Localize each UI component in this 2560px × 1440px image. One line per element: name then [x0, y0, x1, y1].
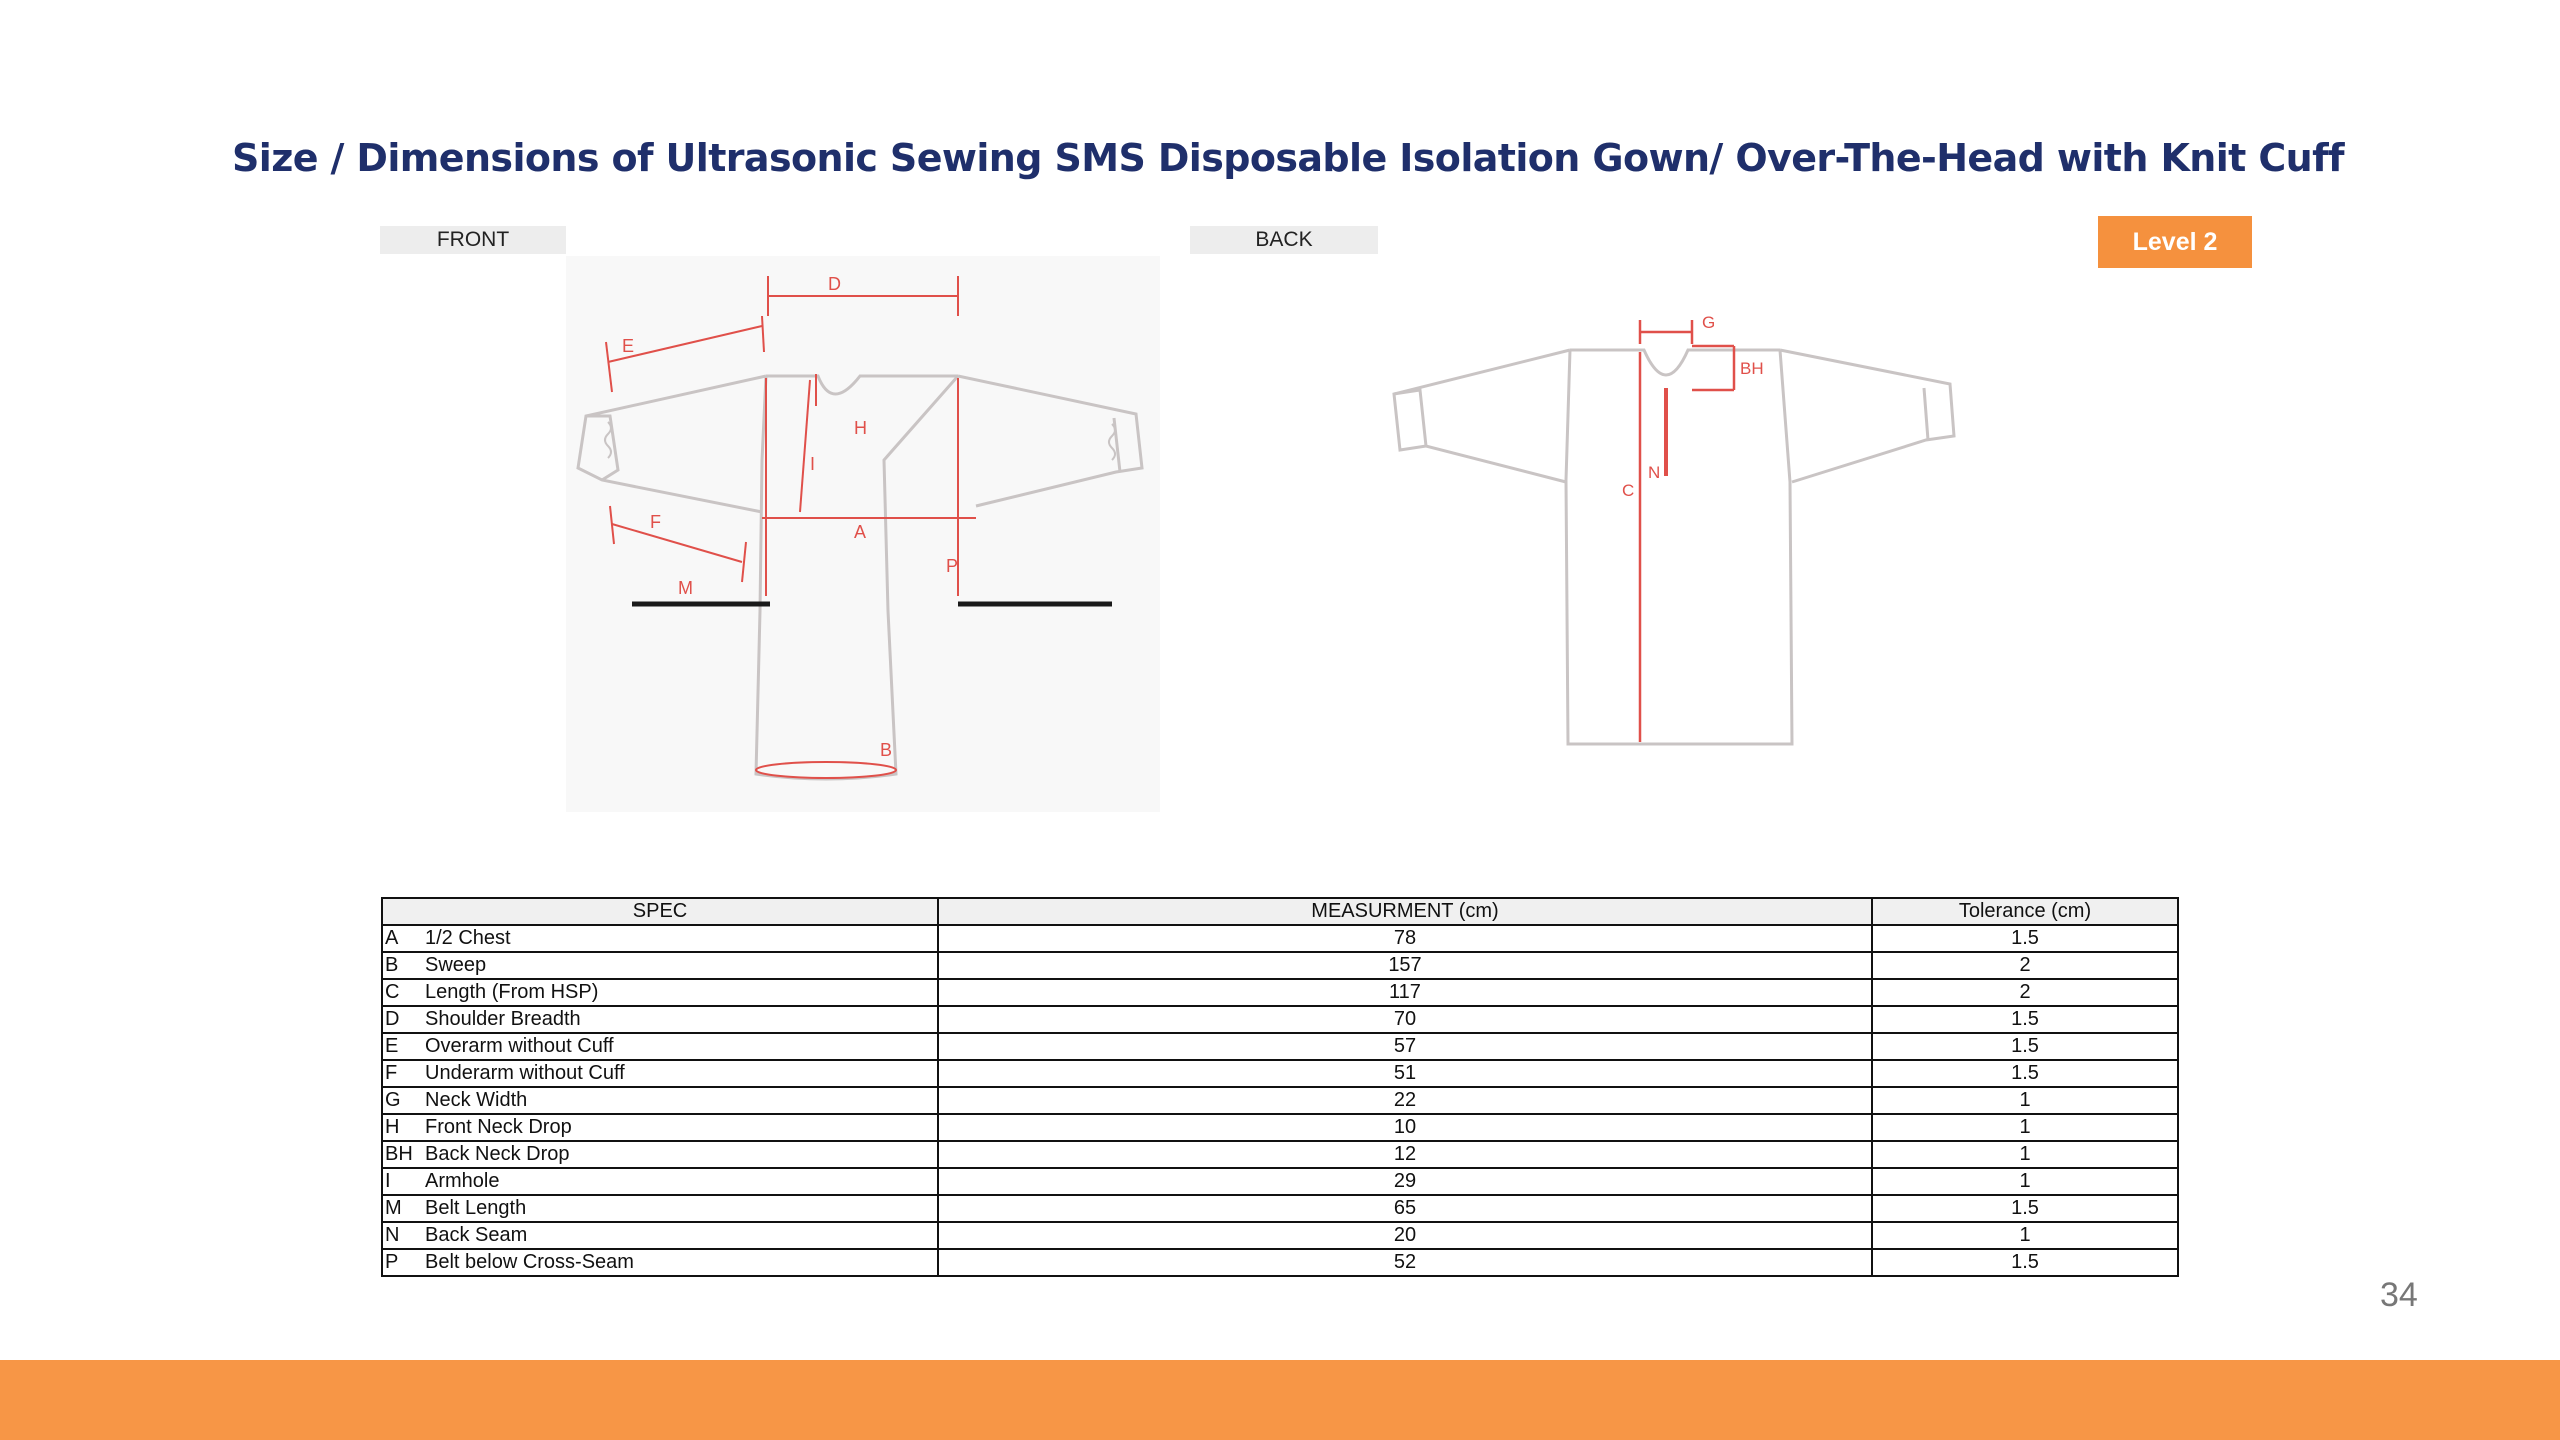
marker-c: C [1622, 481, 1635, 500]
spec-code: I [385, 1170, 391, 1192]
spec-cell [382, 1114, 938, 1141]
table-row [382, 979, 2178, 1006]
back-view-label: BACK [1190, 226, 1378, 254]
spec-code: C [385, 981, 400, 1003]
spec-name: Sweep [425, 954, 487, 976]
table-row [382, 1006, 2178, 1033]
marker-n: N [1648, 463, 1661, 482]
table-row [382, 952, 2178, 979]
spec-cell [382, 1168, 938, 1195]
spec-code: B [385, 954, 399, 976]
marker-d: D [828, 274, 841, 294]
table-row [382, 925, 2178, 952]
measurement-cell: 22 [938, 1087, 1872, 1114]
spec-code: BH [385, 1143, 413, 1165]
spec-cell [382, 979, 938, 1006]
front-view-label: FRONT [380, 226, 566, 254]
spec-name: Length (From HSP) [425, 981, 599, 1003]
back-measure-lines [1640, 320, 1734, 742]
spec-name: Underarm without Cuff [425, 1062, 625, 1084]
back-gown-outline [1394, 350, 1954, 744]
level-badge: Level 2 [2098, 216, 2252, 268]
page-number: 34 [2380, 1276, 2418, 1314]
spec-cell [382, 1060, 938, 1087]
marker-i: I [810, 454, 816, 474]
header-measurement: MEASURMENT (cm) [938, 898, 1872, 925]
table-row [382, 1033, 2178, 1060]
marker-a: A [854, 522, 867, 542]
spec-cell [382, 1141, 938, 1168]
spec-cell [382, 1033, 938, 1060]
tolerance-cell: 1.5 [1872, 925, 2178, 952]
spec-name: Armhole [425, 1170, 500, 1192]
spec-name: Back Neck Drop [425, 1143, 570, 1165]
tolerance-cell: 1.5 [1872, 1006, 2178, 1033]
spec-code: A [385, 927, 399, 949]
table-row [382, 1249, 2178, 1276]
spec-code: F [385, 1062, 398, 1084]
spec-name: 1/2 Chest [425, 927, 511, 949]
measurement-cell: 29 [938, 1168, 1872, 1195]
marker-p: P [946, 556, 959, 576]
table-row [382, 1060, 2178, 1087]
footer-bar [0, 1360, 2560, 1440]
table-row [382, 1222, 2178, 1249]
front-measure-lines [606, 276, 976, 778]
spec-code: D [385, 1008, 400, 1030]
tolerance-cell: 1.5 [1872, 1195, 2178, 1222]
measurement-cell: 20 [938, 1222, 1872, 1249]
measurement-cell: 65 [938, 1195, 1872, 1222]
spec-name: Front Neck Drop [425, 1116, 572, 1138]
spec-code: P [385, 1251, 399, 1273]
table-row [382, 1141, 2178, 1168]
marker-g: G [1702, 313, 1716, 332]
spec-name: Overarm without Cuff [425, 1035, 614, 1057]
table-row [382, 1168, 2178, 1195]
spec-name: Neck Width [425, 1089, 528, 1111]
spec-cell [382, 1006, 938, 1033]
spec-name: Belt below Cross-Seam [425, 1251, 634, 1273]
spec-code: G [385, 1089, 401, 1111]
spec-code: N [385, 1224, 400, 1246]
spec-cell [382, 925, 938, 952]
spec-cell [382, 1222, 938, 1249]
spec-cell [382, 1249, 938, 1276]
spec-cell [382, 1195, 938, 1222]
measurement-cell: 57 [938, 1033, 1872, 1060]
tolerance-cell: 1 [1872, 1141, 2178, 1168]
marker-h: H [854, 418, 867, 438]
marker-f: F [650, 512, 661, 532]
table-row [382, 1114, 2178, 1141]
tolerance-cell: 2 [1872, 979, 2178, 1006]
tolerance-cell: 1 [1872, 1087, 2178, 1114]
measurement-cell: 51 [938, 1060, 1872, 1087]
marker-b: B [880, 740, 893, 760]
table-row [382, 1087, 2178, 1114]
spec-cell [382, 1087, 938, 1114]
table-header-row [382, 898, 2178, 925]
spec-name: Back Seam [425, 1224, 528, 1246]
table-row [382, 1195, 2178, 1222]
marker-e: E [622, 336, 635, 356]
tolerance-cell: 1 [1872, 1222, 2178, 1249]
spec-table [381, 897, 2179, 1277]
spec-name: Shoulder Breadth [425, 1008, 581, 1030]
measurement-cell: 78 [938, 925, 1872, 952]
measurement-cell: 70 [938, 1006, 1872, 1033]
header-spec: SPEC [382, 898, 938, 925]
measurement-cell: 117 [938, 979, 1872, 1006]
spec-code: M [385, 1197, 402, 1219]
back-gown-diagram [1370, 290, 1970, 760]
marker-m: M [678, 578, 693, 598]
front-gown-diagram [566, 256, 1160, 812]
tolerance-cell: 1 [1872, 1114, 2178, 1141]
spec-code: H [385, 1116, 400, 1138]
slide-title: Size / Dimensions of Ultrasonic Sewing SMS Disposable Isolation Gown/ Over-The-Head with Knit Cuff [232, 136, 2344, 180]
header-tolerance: Tolerance (cm) [1872, 898, 2178, 925]
measurement-cell: 12 [938, 1141, 1872, 1168]
tolerance-cell: 1 [1872, 1168, 2178, 1195]
marker-bh: BH [1740, 359, 1764, 378]
measurement-cell: 157 [938, 952, 1872, 979]
tolerance-cell: 2 [1872, 952, 2178, 979]
spec-table-body [382, 925, 2178, 1276]
spec-name: Belt Length [425, 1197, 527, 1219]
tolerance-cell: 1.5 [1872, 1249, 2178, 1276]
spec-code: E [385, 1035, 399, 1057]
measurement-cell: 10 [938, 1114, 1872, 1141]
measurement-cell: 52 [938, 1249, 1872, 1276]
tolerance-cell: 1.5 [1872, 1060, 2178, 1087]
spec-cell [382, 952, 938, 979]
tolerance-cell: 1.5 [1872, 1033, 2178, 1060]
